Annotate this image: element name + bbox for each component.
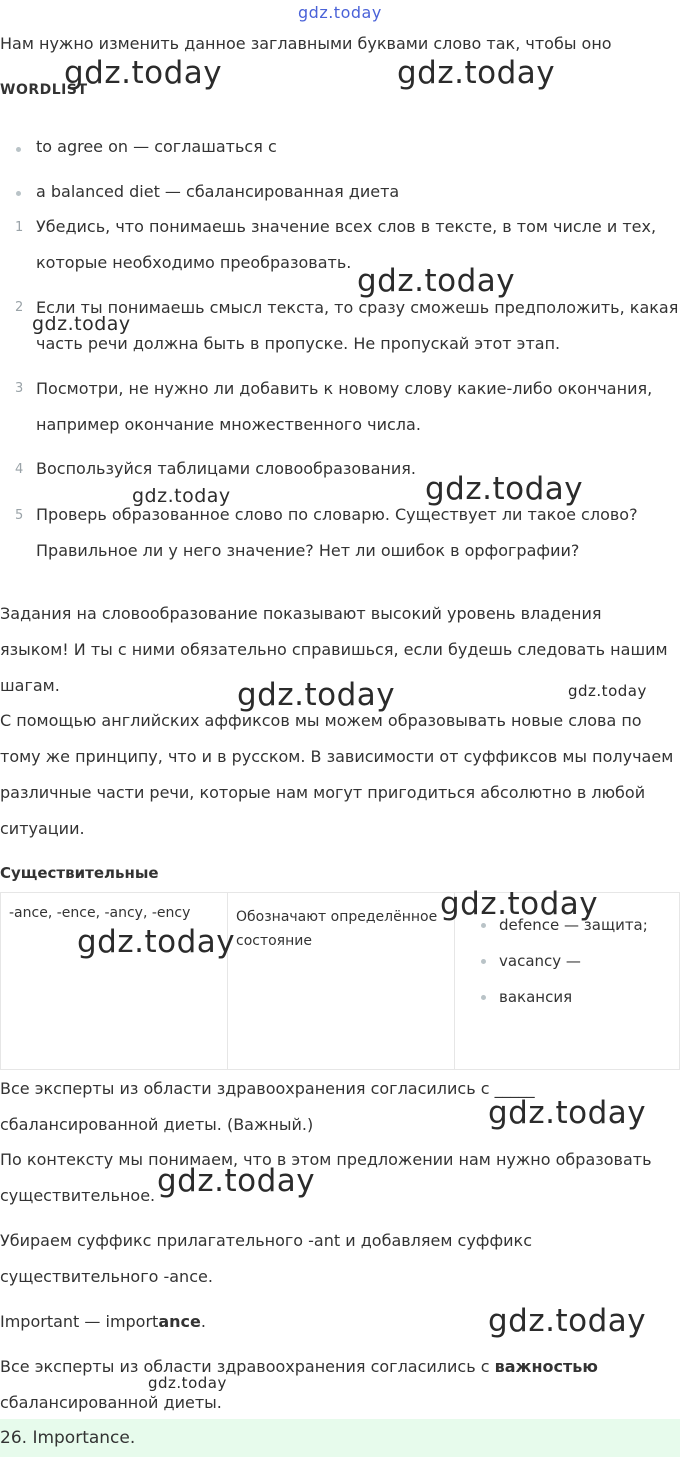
text-line: языком! И ты с ними обязательно справишься, если будешь следовать нашим — [0, 640, 668, 659]
watermark: gdz.today — [357, 263, 516, 299]
text-line: Все эксперты из области здравоохранения согласились с _____ — [0, 1079, 535, 1098]
answer-text: 26. Importance. — [0, 1428, 136, 1448]
example-item-continued: вакансия — [481, 979, 671, 1015]
transform-base: Important — import — [0, 1312, 159, 1331]
watermark-top: gdz.today — [298, 3, 382, 22]
meaning-line: состояние — [236, 933, 312, 949]
intro-text: Нам нужно изменить данное заглавными буквами слово так, чтобы оно — [0, 34, 612, 53]
watermark: gdz.today — [488, 1303, 647, 1339]
text-line — [0, 1349, 680, 1385]
wordlist-item: a balanced diet — сбалансированная диета — [36, 182, 400, 201]
step-number: 2 — [15, 300, 24, 315]
text-line: существительное. — [0, 1186, 156, 1205]
text-line: сбалансированной диеты. — [0, 1393, 222, 1412]
text-line: различные части речи, которые нам могут пригодиться абсолютно в любой — [0, 783, 646, 802]
meaning-line: Обозначают определённое — [236, 909, 438, 925]
watermark: gdz.today — [425, 471, 584, 507]
step-number: 1 — [15, 220, 24, 235]
watermark: gdz.today — [157, 1163, 316, 1199]
watermark: gdz.today — [132, 485, 231, 507]
step-number: 4 — [15, 462, 24, 477]
wordlist-item: to agree on — соглашаться с — [36, 137, 277, 156]
step-line: Посмотри, не нужно ли добавить к новому слову какие-либо окончания, — [36, 379, 653, 398]
step-line: Правильное ли у него значение? Нет ли ошибок в орфографии? — [36, 541, 580, 560]
result-text: Все эксперты из области здравоохранения согласились с — [0, 1357, 495, 1376]
watermark: gdz.today — [488, 1095, 647, 1131]
table-cell-meaning — [228, 893, 455, 1070]
answer-box — [0, 1419, 680, 1457]
text-line: сбалансированной диеты. (Важный.) — [0, 1115, 314, 1134]
watermark: gdz.today — [568, 682, 647, 700]
watermark: gdz.today — [148, 1374, 227, 1392]
text-line: Задания на словообразование показывают высокий уровень владения — [0, 604, 602, 623]
watermark: gdz.today — [440, 886, 599, 922]
example-item: defence — защита; — [481, 907, 671, 943]
text-line: С помощью английских аффиксов мы можем образовывать новые слова по — [0, 711, 642, 730]
nouns-heading: Существительные — [0, 864, 159, 882]
step-line: Воспользуйся таблицами словообразования. — [36, 459, 416, 478]
step-line: например окончание множественного числа. — [36, 415, 421, 434]
text-line: По контексту мы понимаем, что в этом предложении нам нужно образовать — [0, 1150, 652, 1169]
watermark: gdz.today — [397, 55, 556, 91]
transform-suffix: ance — [158, 1312, 201, 1331]
watermark: gdz.today — [237, 677, 396, 713]
table-cell-suffixes — [1, 893, 228, 1070]
bullet-dot — [16, 147, 21, 152]
wordlist-heading: WORDLIST — [0, 82, 88, 98]
step-line: Убедись, что понимаешь значение всех слов в тексте, в том числе и тех, — [36, 217, 657, 236]
examples-list — [481, 907, 671, 1015]
step-line: часть речи должна быть в пропуске. Не пропускай этот этап. — [36, 334, 561, 353]
bullet-dot — [16, 191, 21, 196]
text-line: существительного -ance. — [0, 1267, 213, 1286]
watermark: gdz.today — [64, 55, 223, 91]
step-line: которые необходимо преобразовать. — [36, 253, 352, 272]
example-item: vacancy — — [481, 943, 671, 979]
watermark: gdz.today — [77, 924, 236, 960]
text-line: шагам. — [0, 676, 60, 695]
watermark: gdz.today — [32, 313, 131, 335]
step-number: 3 — [15, 381, 24, 396]
suffixes-text: -ance, -ence, -ancy, -ency — [9, 905, 191, 921]
result-answer-word: важностью — [494, 1357, 598, 1376]
text-line: ситуации. — [0, 819, 85, 838]
step-line: Проверь образованное слово по словарю. Существует ли такое слово? — [36, 505, 638, 524]
step-number: 5 — [15, 508, 24, 523]
text-line: Убираем суффикс прилагательного -ant и добавляем суффикс — [0, 1231, 533, 1250]
step-line: Если ты понимаешь смысл текста, то сразу сможешь предположить, какая — [36, 298, 679, 317]
transform-end: . — [200, 1312, 206, 1331]
text-line: тому же принципу, что и в русском. В зависимости от суффиксов мы получаем — [0, 747, 674, 766]
